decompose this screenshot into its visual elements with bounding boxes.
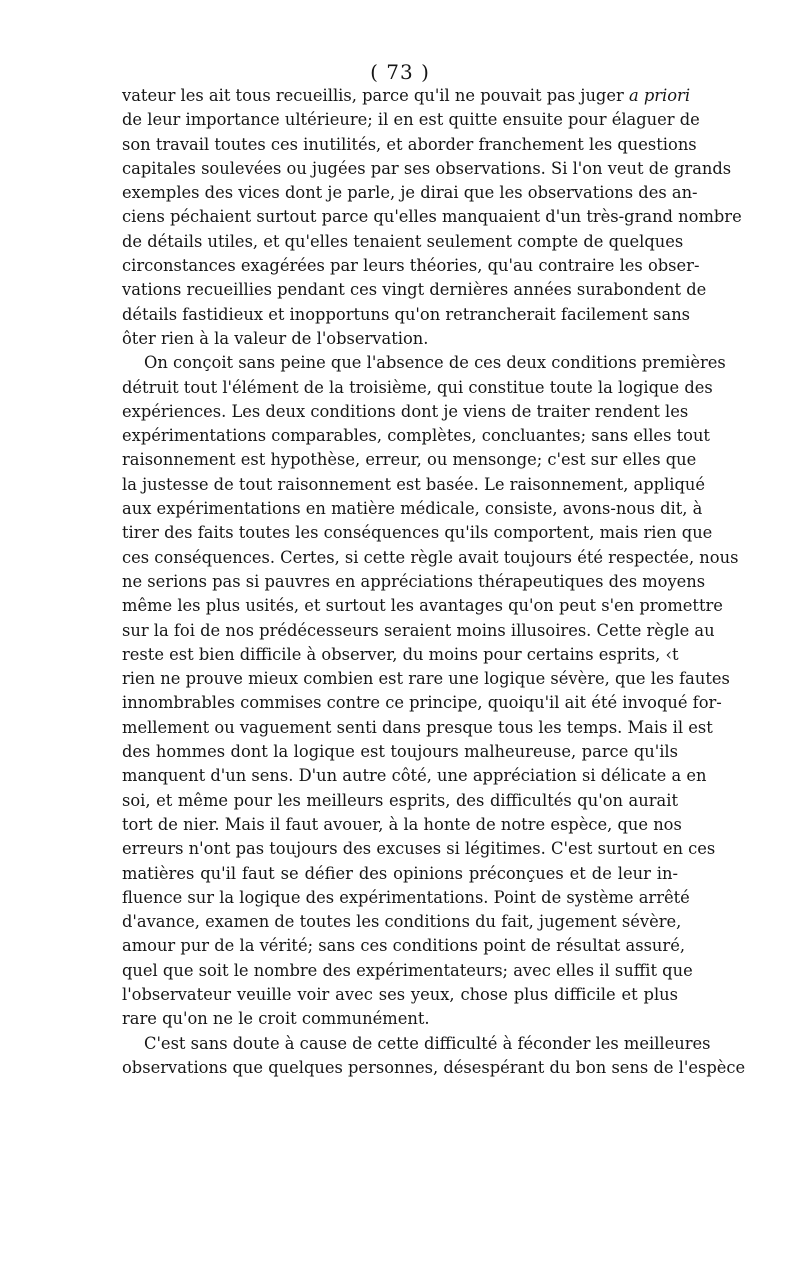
text-line: mellement ou vaguement senti dans presque tous les temps. Mais il est bbox=[122, 717, 713, 737]
page-number: ( 73 ) bbox=[370, 60, 430, 84]
text-line: d'avance, examen de toutes les conditions du fait, jugement sévère, bbox=[122, 912, 682, 932]
text-line: circonstances exagérées par leurs théories, qu'au contraire les obser- bbox=[122, 256, 700, 276]
text-line: son travail toutes ces inutilités, et aborder franchement les questions bbox=[122, 134, 697, 154]
text-line: quel que soit le nombre des expérimentateurs; avec elles il suffit que bbox=[122, 960, 693, 980]
text-line: ciens péchaient surtout parce qu'elles manquaient d'un très-grand nombre bbox=[122, 207, 742, 227]
text-line: détails fastidieux et inopportuns qu'on retrancherait facilement sans bbox=[122, 304, 691, 324]
text-line: C'est sans doute à cause de cette difficulté à féconder les meilleures bbox=[144, 1033, 711, 1053]
text-line: amour pur de la vérité; sans ces conditions point de résultat assuré, bbox=[122, 936, 686, 956]
text-line bbox=[122, 84, 691, 108]
text-line: détruit tout l'élément de la troisième, qui constitue toute la logique des bbox=[122, 377, 713, 397]
text-line: expérimentations comparables, complètes, concluantes; sans elles tout bbox=[122, 426, 710, 446]
text-line: ne serions pas si pauvres en appréciations thérapeutiques des moyens bbox=[122, 571, 706, 591]
text-line: vations recueillies pendant ces vingt dernières années surabondent de bbox=[122, 280, 707, 300]
text-line: tort de nier. Mais il faut avouer, à la honte de notre espèce, que nos bbox=[122, 814, 682, 834]
body-text bbox=[122, 84, 746, 1080]
text-line: soi, et même pour les meilleurs esprits, des difficultés qu'on aurait bbox=[122, 790, 678, 810]
text-line: erreurs n'ont pas toujours des excuses si légitimes. C'est surtout en ces bbox=[122, 839, 716, 859]
text-line: sur la foi de nos prédécesseurs seraient moins illusoires. Cette règle au bbox=[122, 620, 715, 640]
text-line: raisonnement est hypothèse, erreur, ou mensonge; c'est sur elles que bbox=[122, 450, 697, 470]
text-line: de détails utiles, et qu'elles tenaient seulement compte de quelques bbox=[122, 231, 684, 251]
italic-phrase: a priori bbox=[628, 86, 691, 105]
text-line: la justesse de tout raisonnement est basée. Le raisonnement, appliqué bbox=[122, 474, 706, 494]
text-line: l'observateur veuille voir avec ses yeux, chose plus difficile et plus bbox=[122, 984, 678, 1004]
text-line: reste est bien difficile à observer, du moins pour certains esprits, ‹t bbox=[122, 644, 679, 664]
text-line: observations que quelques personnes, désespérant du bon sens de l'espèce bbox=[122, 1057, 746, 1077]
text-line: manquent d'un sens. D'un autre côté, une appréciation si délicate a en bbox=[122, 766, 707, 786]
text-line: ôter rien à la valeur de l'observation. bbox=[122, 328, 429, 348]
text-line: innombrables commises contre ce principe, quoiqu'il ait été invoqué for- bbox=[122, 693, 722, 713]
text-line: matières qu'il faut se défier des opinions préconçues et de leur in- bbox=[122, 863, 678, 883]
text-line: rare qu'on ne le croit communément. bbox=[122, 1009, 430, 1029]
text-line-content: vateur les ait tous recueillis, parce qu'il ne pouvait pas juger bbox=[122, 86, 629, 105]
text-line: aux expérimentations en matière médicale, consiste, avons-nous dit, à bbox=[122, 499, 703, 519]
text-line: On conçoit sans peine que l'absence de ces deux conditions premières bbox=[144, 353, 726, 373]
text-line: même les plus usités, et surtout les avantages qu'on peut s'en promettre bbox=[122, 596, 723, 616]
text-line: tirer des faits toutes les conséquences qu'ils comportent, mais rien que bbox=[122, 523, 713, 543]
text-line: fluence sur la logique des expérimentations. Point de système arrêté bbox=[122, 887, 690, 907]
text-line: ces conséquences. Certes, si cette règle avait toujours été respectée, nous bbox=[122, 547, 739, 567]
text-line: expériences. Les deux conditions dont je viens de traiter rendent les bbox=[122, 401, 689, 421]
text-line: exemples des vices dont je parle, je dirai que les observations des an- bbox=[122, 183, 698, 203]
text-line: rien ne prouve mieux combien est rare une logique sévère, que les fautes bbox=[122, 669, 730, 689]
text-line: de leur importance ultérieure; il en est quitte ensuite pour élaguer de bbox=[122, 110, 700, 130]
text-line: capitales soulevées ou jugées par ses observations. Si l'on veut de grands bbox=[122, 158, 732, 178]
text-line: des hommes dont la logique est toujours malheureuse, parce qu'ils bbox=[122, 742, 678, 762]
